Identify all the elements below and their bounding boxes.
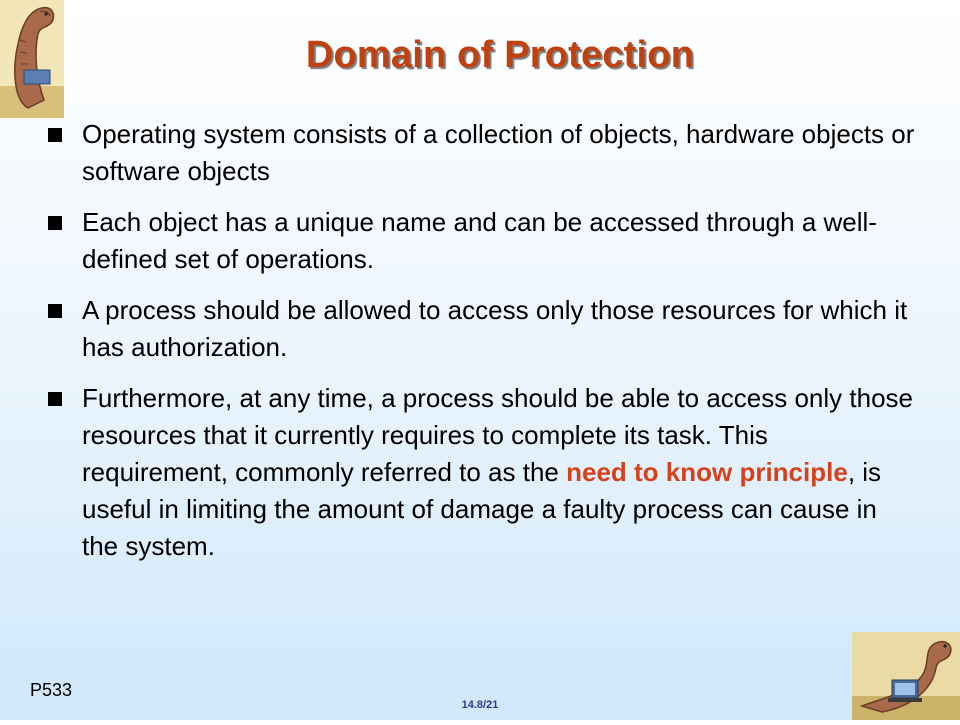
bullet-text: A process should be allowed to access only those resources for which it has authorization. — [82, 295, 908, 362]
bullet-text-before: Furthermore, at any time, a process should be able to access only those resources that it currently requires to complete its task. This requirement, commonly referred to as the — [82, 383, 913, 487]
bullet-item — [48, 292, 918, 366]
dinosaur-laptop-icon — [852, 632, 960, 720]
square-bullet-icon — [48, 392, 62, 406]
slide-number: 14.8/21 — [461, 699, 499, 711]
page-reference: P533 — [30, 680, 73, 700]
bullet-list — [48, 116, 918, 579]
bullet-text: Each object has a unique name and can be accessed through a well-defined set of operations. — [82, 207, 877, 274]
highlight-term: need to know principle — [566, 457, 848, 487]
square-bullet-icon — [48, 216, 62, 230]
dinosaur-logo-icon — [0, 0, 64, 118]
bullet-text-after: , is useful in limiting the amount of damage a faulty process can cause in the system. — [82, 457, 882, 561]
square-bullet-icon — [48, 128, 62, 142]
bullet-item — [48, 380, 918, 565]
square-bullet-icon — [48, 304, 62, 318]
bullet-item — [48, 116, 918, 190]
bullet-item — [48, 204, 918, 278]
slide-title: Domain of Protection — [305, 34, 695, 76]
bullet-text: Operating system consists of a collection of objects, hardware objects or software objects — [82, 119, 915, 186]
